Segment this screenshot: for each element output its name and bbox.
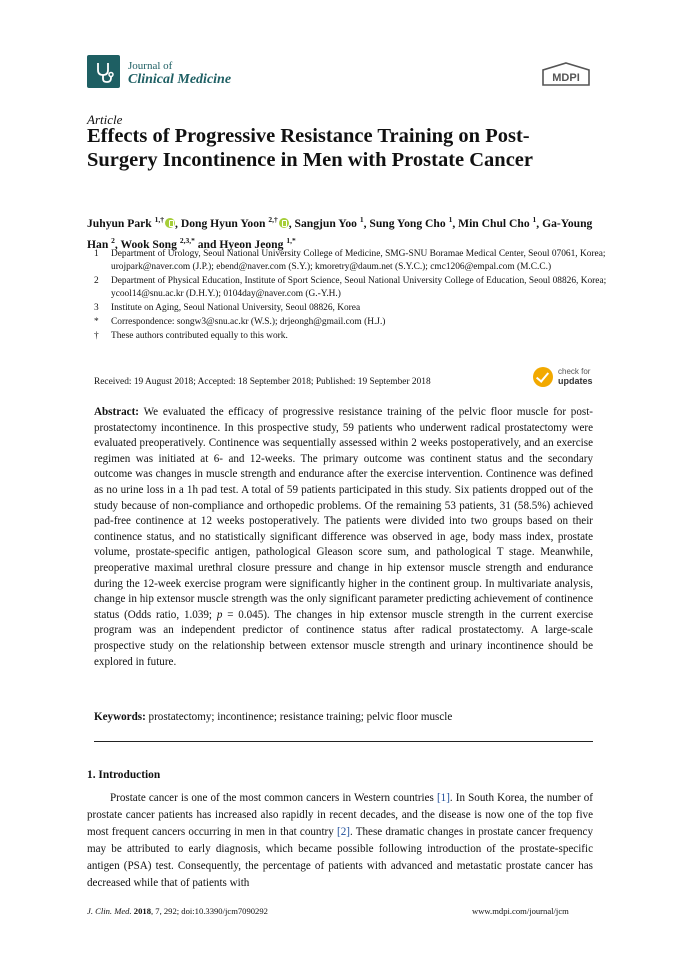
author-name: Min Chul Cho — [458, 216, 530, 230]
affiliation-item — [87, 275, 607, 301]
orcid-icon[interactable] — [279, 218, 289, 228]
affiliation-text: Department of Physical Education, Institute of Sport Science, Seoul National University College of Education, Seoul 08826, Korea; ycool14@snu.ac.kr (D.H.Y.); 0104day@naver.com (G.-Y.H.) — [111, 276, 607, 299]
author-name: Ga-Young Han — [87, 216, 593, 251]
author-name: Dong Hyun Yoon — [180, 216, 266, 230]
affiliation-mark: 1 — [94, 249, 99, 259]
author-sup: 1 — [532, 215, 537, 224]
intro-text: Prostate cancer is one of the most common cancers in Western countries — [110, 792, 437, 804]
equal-contribution-text: These authors contributed equally to this work. — [111, 331, 288, 341]
footer-year: 2018 — [133, 906, 151, 916]
section-heading: 1. Introduction — [87, 769, 161, 781]
orcid-icon[interactable] — [165, 218, 175, 228]
abstract-text-a: We evaluated the efficacy of progressive resistance training of the pelvic floor muscle for post-prostatectomy incontinence. In this prospective study, 59 patients who underwent radical prostatectomy were evaluated preoperatively. Continence was sequentially assessed within 2 weeks postoperatively, and an exercise regimen was initiated at 6- and 12-weeks. The primary outcome was continent status and the secondary outcome was changes in muscle strength and endurance after the exercise intervention. Continence was defined as no urine loss in a 1h pad test. A total of 59 patients participated in this study. Six patients dropped out of the study because of non-compliance and orthopedic problems. Of the remaining 53 patients, 31 (58.5%) achieved pad-free continence at 12 weeks postoperatively. The patients were divided into two groups based on their continence status, and no statistically significant difference was observed in age, body mass index, prostate volume, prostate-specific antigen, pathological Gleason score sum, and pathological T stage. Meanwhile, preoperative maximal urethral closure pressure and change in hip extensor muscle strength and endurance during the 12-week exercise program were significantly higher in the continent group. In multivariate analysis, change in hip extensor muscle strength was the only significant parameter predicting achievement of continence status (Odds ratio, 1.039; — [94, 406, 593, 621]
abstract-text-b: = 0.045). The changes in hip extensor muscle strength in the current exercise program was an independent predictor of continence status after radical prostatectomy. A large-scale prospective study on the relationship between extensor muscle strength and urinary incontinence should be explored in future. — [94, 608, 593, 668]
footer-url[interactable]: www.mdpi.com/journal/jcm — [472, 906, 569, 916]
affiliation-item — [87, 302, 607, 315]
check-updates-icon — [533, 367, 553, 387]
footer-journal-abbr: J. Clin. Med. — [87, 906, 132, 916]
affiliation-text: Institute on Aging, Seoul National University, Seoul 08826, Korea — [111, 303, 361, 313]
mdpi-logo — [541, 62, 591, 86]
intro-text: . These dramatic changes in prostate cancer frequency may be attributed to early diagnosis, which became possible following introduction of the prostate-specific antigen (PSA) test. Consequently, the percentage of patients with advanced and metastatic prostate cancer has decreased while that of patients with — [87, 826, 594, 890]
keywords-text: prostatectomy; incontinence; resistance training; pelvic floor muscle — [148, 711, 453, 723]
affiliation-item — [87, 248, 607, 274]
affiliation-mark: 3 — [94, 303, 99, 313]
citation-link[interactable]: [2] — [337, 826, 350, 839]
affiliation-text: Department of Urology, Seoul National University College of Medicine, SMG-SNU Boramae Medical Center, Seoul 07061, Korea; urojpark@naver.com (J.P.); ebend@naver.com (S.Y.); kmoretry@daum.net (S.Y.C.); cmc1206@empal.com (M.C.C.) — [111, 249, 606, 272]
citation-link[interactable]: [1] — [436, 792, 450, 804]
correspondence-item — [87, 316, 607, 329]
check-updates-line1: check for — [558, 367, 591, 376]
keywords-label: Keywords: — [94, 711, 146, 723]
article-type: Article — [87, 112, 123, 127]
author-sup: 1 — [359, 215, 364, 224]
check-updates-line2: updates — [558, 376, 593, 386]
author-name: Sangjun Yoo — [294, 216, 357, 230]
affiliation-mark: † — [94, 331, 99, 341]
author-sup: 1 — [448, 215, 453, 224]
check-for-updates-badge[interactable] — [533, 366, 595, 390]
author-name: Wook Song — [120, 237, 177, 251]
abstract-label: Abstract: — [94, 406, 139, 418]
footer-rest: , 7, 292; doi:10.3390/jcm7090292 — [150, 906, 268, 916]
author-sup: 1,* — [286, 235, 296, 245]
keywords — [94, 711, 593, 723]
author-name: Juhyun Park — [87, 216, 152, 230]
journal-name: Clinical Medicine — [128, 72, 232, 87]
abstract — [94, 405, 593, 670]
author-sup: 2 — [111, 235, 115, 245]
intro-text: . In South Korea, the number of prostate cancer patients has increased also rapidly in recent decades, and the disease is now one of the top five most frequent cancers occurring in men in that country — [87, 792, 593, 839]
journal-name-small: Journal of — [128, 60, 173, 72]
section-divider — [94, 741, 593, 742]
author-name: Sung Yong Cho — [369, 216, 446, 230]
equal-contribution-note — [87, 330, 607, 343]
correspondence-text: Correspondence: songw3@snu.ac.kr (W.S.); drjeongh@gmail.com (H.J.) — [111, 317, 386, 327]
stethoscope-icon — [91, 59, 117, 85]
abstract-p-symbol: p — [216, 608, 223, 621]
journal-logo — [87, 55, 120, 88]
intro-paragraph — [87, 790, 593, 893]
footer-citation — [87, 906, 268, 916]
affiliations — [87, 248, 607, 343]
author-sup: 2,3,* — [179, 235, 195, 245]
paper-title: Effects of Progressive Resistance Training on Post-Surgery Incontinence in Men with Prostate Cancer — [87, 125, 534, 171]
author-sup: 2,† — [268, 215, 278, 224]
author-list: Juhyun Park $^{1,\dagger}$ , Dong Hyun Yoon $^{2,\dagger}$ , Sangjun Yoo $^1$, Sung Yong Cho $^1$, Min Chul Cho $^1$, Ga-Young Han $^2$, Wook Song $^{2,3,*}$ and Hyeon Jeong $^{1,*}$ — [87, 215, 593, 251]
author-sup: 1,† — [154, 215, 165, 224]
affiliation-mark: 2 — [94, 276, 99, 286]
author-name: Hyeon Jeong — [219, 237, 284, 251]
mdpi-logo-text: MDPI — [552, 72, 580, 84]
affiliation-mark: * — [94, 317, 99, 327]
publication-dates: Received: 19 August 2018; Accepted: 18 September 2018; Published: 19 September 2018 — [94, 377, 431, 387]
